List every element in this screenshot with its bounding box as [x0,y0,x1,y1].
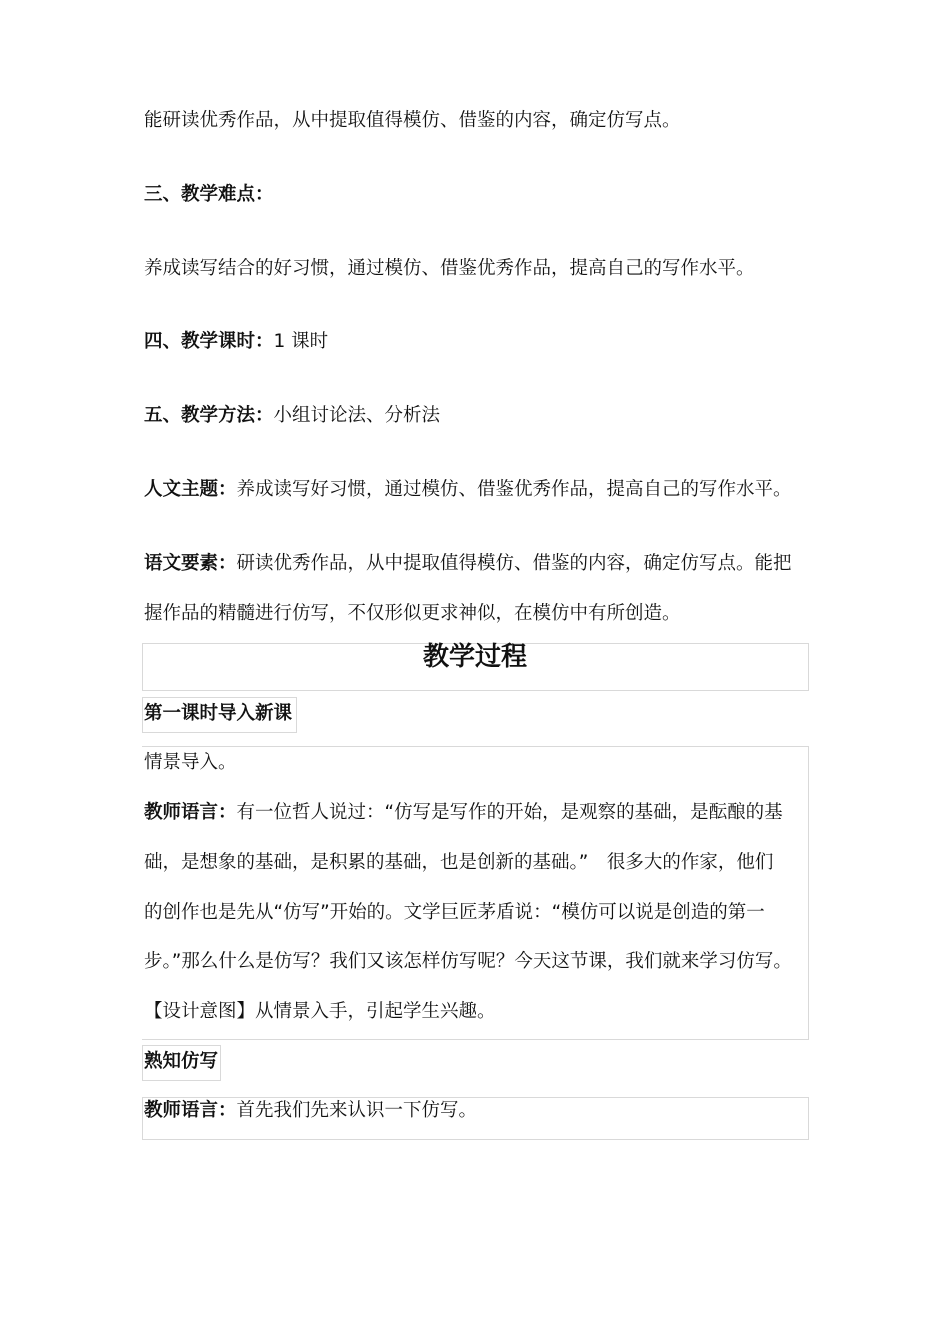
language-elements-line2: 握作品的精髓进行仿写，不仅形似更求神似，在模仿中有所创造。 [144,603,681,624]
language-elements-heading: 语文要素： [144,553,237,574]
section3-body: 养成读写结合的好习惯，通过模仿、借鉴优秀作品，提高自己的写作水平。 [144,258,755,279]
part1-teacher-line2: 础，是想象的基础，是积累的基础，也是创新的基础。” 很多大的作家，他们 [144,852,774,873]
part1-design-intent: 【设计意图】从情景入手，引起学生兴趣。 [144,1001,496,1022]
humanities-line [144,477,792,503]
part1-teacher-label: 教师语言： [144,802,237,823]
part1-teacher-text1: 有一位哲人说过：“仿写是写作的开始，是观察的基础，是酝酿的基 [236,802,783,823]
intro-line: 能研读优秀作品，从中提取值得模仿、借鉴的内容，确定仿写点。 [144,110,681,131]
part1-heading: 第一课时导入新课 [144,703,293,724]
section5-value: 小组讨论法、分析法 [273,405,441,426]
section4-line [144,329,328,355]
part2-teacher-text: 首先我们先来认识一下仿写。 [236,1100,478,1121]
part2-teacher-label: 教师语言： [144,1100,237,1121]
section5-line [144,403,440,429]
part1-teacher-line3: 的创作也是先从“仿写”开始的。文学巨匠茅盾说：“模仿可以说是创造的第一 [144,902,765,923]
section3-heading: 三、教学难点： [144,184,274,205]
part2-heading: 熟知仿写 [144,1051,219,1072]
language-elements-line1 [144,551,792,577]
humanities-heading: 人文主题： [144,479,237,500]
section4-value: 1 课时 [273,331,329,352]
language-elements-text1: 研读优秀作品，从中提取值得模仿、借鉴的内容，确定仿写点。能把 [236,553,792,574]
section4-heading: 四、教学课时： [144,331,274,352]
part1-teacher-line1 [144,800,783,826]
humanities-value: 养成读写好习惯，通过模仿、借鉴优秀作品，提高自己的写作水平。 [236,479,792,500]
section5-heading: 五、教学方法： [144,405,274,426]
part2-teacher-line [144,1098,477,1124]
part1-teacher-line4: 步。”那么什么是仿写？我们又该怎样仿写呢？今天这节课，我们就来学习仿写。 [144,951,792,972]
process-title: 教学过程 [422,642,527,672]
part1-lead: 情景导入。 [144,752,237,773]
part1-content-box [142,746,809,1040]
